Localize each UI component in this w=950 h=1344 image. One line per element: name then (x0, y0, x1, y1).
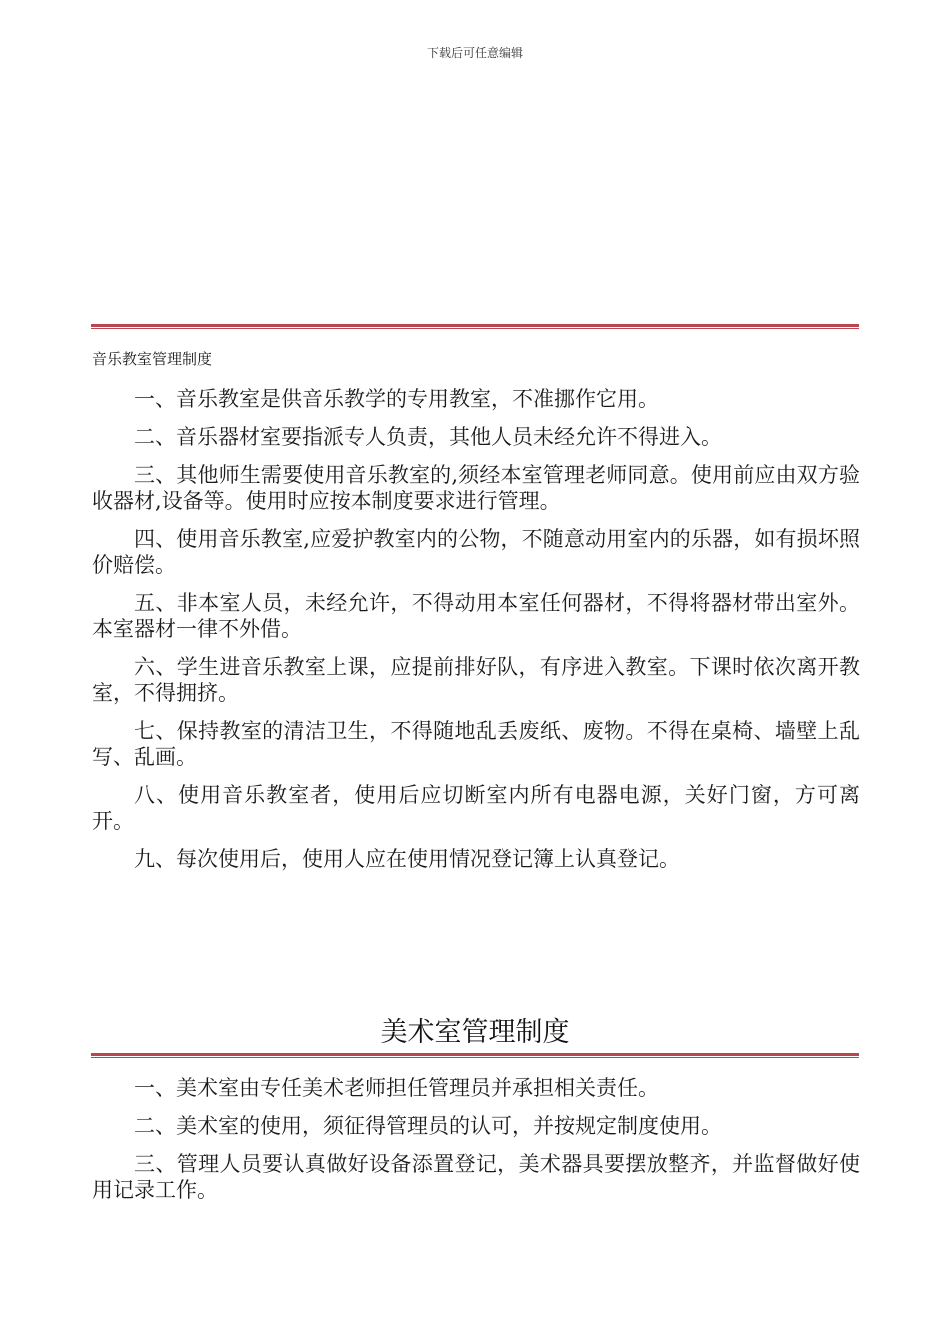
header-note: 下载后可任意编辑 (426, 46, 523, 60)
divider-line-thick (91, 1053, 859, 1056)
clause-item: 二、音乐器材室要指派专人负责，其他人员未经允许不得进入。 (134, 425, 722, 449)
clause-item: 三、管理人员要认真做好设备添置登记，美术器具要摆放整齐，并监督做好使用记录工作。 (92, 1152, 860, 1202)
section-divider (91, 324, 859, 330)
art-room-clauses (92, 1075, 860, 1215)
clause-item: 八、使用音乐教室者，使用后应切断室内所有电器电源，关好门窗，方可离开。 (92, 783, 860, 833)
clause-item: 一、音乐教室是供音乐教学的专用教室，不准挪作它用。 (134, 387, 659, 411)
clause-item: 四、使用音乐教室,应爱护教室内的公物，不随意动用室内的乐器，如有损坏照价赔偿。 (92, 527, 860, 577)
clause-item: 二、美术室的使用，须征得管理员的认可，并按规定制度使用。 (134, 1114, 722, 1138)
divider-line-thick (91, 324, 859, 327)
music-room-clauses (92, 386, 860, 884)
art-room-title: 美术室管理制度 (380, 1017, 570, 1048)
clause-item: 六、学生进音乐教室上课，应提前排好队，有序进入教室。下课时依次离开教室，不得拥挤。 (92, 655, 860, 705)
clause-item: 九、每次使用后，使用人应在使用情况登记簿上认真登记。 (134, 847, 680, 871)
divider-line-thin (91, 1057, 859, 1058)
clause-item: 七、保持教室的清洁卫生，不得随地乱丢废纸、废物。不得在桌椅、墙壁上乱写、乱画。 (92, 719, 860, 769)
section-divider (91, 1053, 859, 1059)
music-room-title: 音乐教室管理制度 (92, 350, 213, 368)
clause-item: 一、美术室由专任美术老师担任管理员并承担相关责任。 (134, 1076, 659, 1100)
clause-item: 三、其他师生需要使用音乐教室的,须经本室管理老师同意。使用前应由双方验收器材,设备等。使用时应按本制度要求进行管理。 (92, 463, 860, 513)
clause-item: 五、非本室人员，未经允许，不得动用本室任何器材，不得将器材带出室外。本室器材一律不外借。 (92, 591, 860, 641)
divider-line-thin (91, 328, 859, 329)
